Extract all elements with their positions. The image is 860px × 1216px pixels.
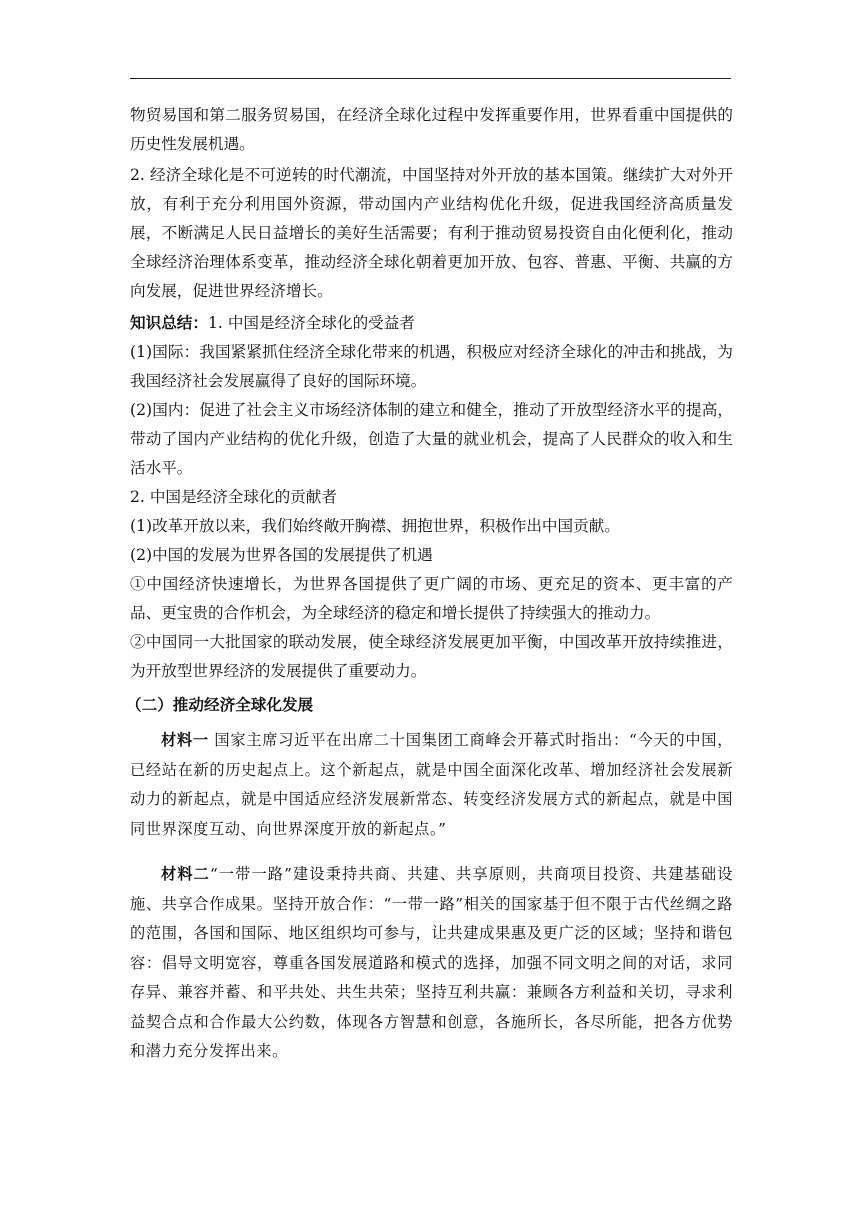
material-one (130, 726, 733, 844)
header-rule (130, 78, 731, 79)
summary-label: 知识总结： (130, 313, 208, 332)
material-two-lead: 材料二 (161, 865, 210, 883)
summary-first-line (130, 308, 733, 338)
material-one-text: 国家主席习近平在出席二十国集团工商峰会开幕式时指出：“今天的中国，已经站在新的历史起点上。这个新起点，就是中国全面深化改革、增加经济社会发展新动力的新起点，就是中国适应经济发展新常态、转变经济发展方式的新起点，就是中国同世界深度互动、向世界深度开放的新起点。” (130, 731, 733, 838)
summary-item: ②中国同一大批国家的联动发展，使全球经济发展更加平衡，中国改革开放持续推进，为开放型世界经济的发展提供了重要动力。 (130, 633, 733, 680)
summary-item: 2. 中国是经济全球化的贡献者 (130, 488, 337, 506)
paragraph-continuation: 物贸易国和第二服务贸易国，在经济全球化过程中发挥重要作用，世界看重中国提供的历史性发展机遇。 (130, 106, 733, 153)
summary-item: (2)国内：促进了社会主义市场经济体制的建立和健全，推动了开放型经济水平的提高，带动了国内产业结构的优化升级，创造了大量的就业机会，提高了人民群众的收入和生活水平。 (130, 401, 733, 477)
section-heading: （二）推动经济全球化发展 (126, 695, 314, 714)
summary-first-item: 1. 中国是经济全球化的受益者 (207, 314, 415, 332)
summary-item: ①中国经济快速增长，为世界各国提供了更广阔的市场、更充足的资本、更丰富的产品、更宝贵的合作机会，为全球经济的稳定和增长提供了持续强大的推动力。 (130, 575, 733, 622)
summary-item: (2)中国的发展为世界各国的发展提供了机遇 (130, 546, 433, 564)
material-two (130, 860, 733, 1067)
paragraph-point-2: 2. 经济全球化是不可逆转的时代潮流，中国坚持对外开放的基本国策。继续扩大对外开放，有利于充分利用国外资源，带动国内产业结构优化升级，促进我国经济高质量发展，不断满足人民日益增长的美好生活需要；有利于推动贸易投资自由化便利化，推动全球经济治理体系变革，推动经济全球化朝着更加开放、包容、普惠、平衡、共赢的方向发展，促进世界经济增长。 (130, 166, 733, 300)
document-body (126, 101, 733, 1083)
summary-item: (1)改革开放以来，我们始终敞开胸襟、拥抱世界，积极作出中国贡献。 (130, 517, 620, 535)
material-two-text: “一带一路”建设秉持共商、共建、共享原则，共商项目投资、共建基础设施、共享合作成果。坚持开放合作：“一带一路”相关的国家基于但不限于古代丝绸之路的范围，各国和国际、地区组织均可参与，让共建成果惠及更广泛的区域；坚持和谐包容：倡导文明宽容，尊重各国发展道路和模式的选择，加强不同文明之间的对话，求同存异、兼容并蓄、和平共处、共生共荣；坚持互利共赢：兼顾各方利益和关切，寻求利益契合点和合作最大公约数，体现各方智慧和创意，各施所长，各尽所能，把各方优势和潜力充分发挥出来。 (130, 865, 733, 1060)
summary-item: (1)国际：我国紧紧抓住经济全球化带来的机遇，积极应对经济全球化的冲击和挑战，为我国经济社会发展赢得了良好的国际环境。 (130, 343, 733, 390)
material-one-lead: 材料一 (161, 731, 209, 749)
